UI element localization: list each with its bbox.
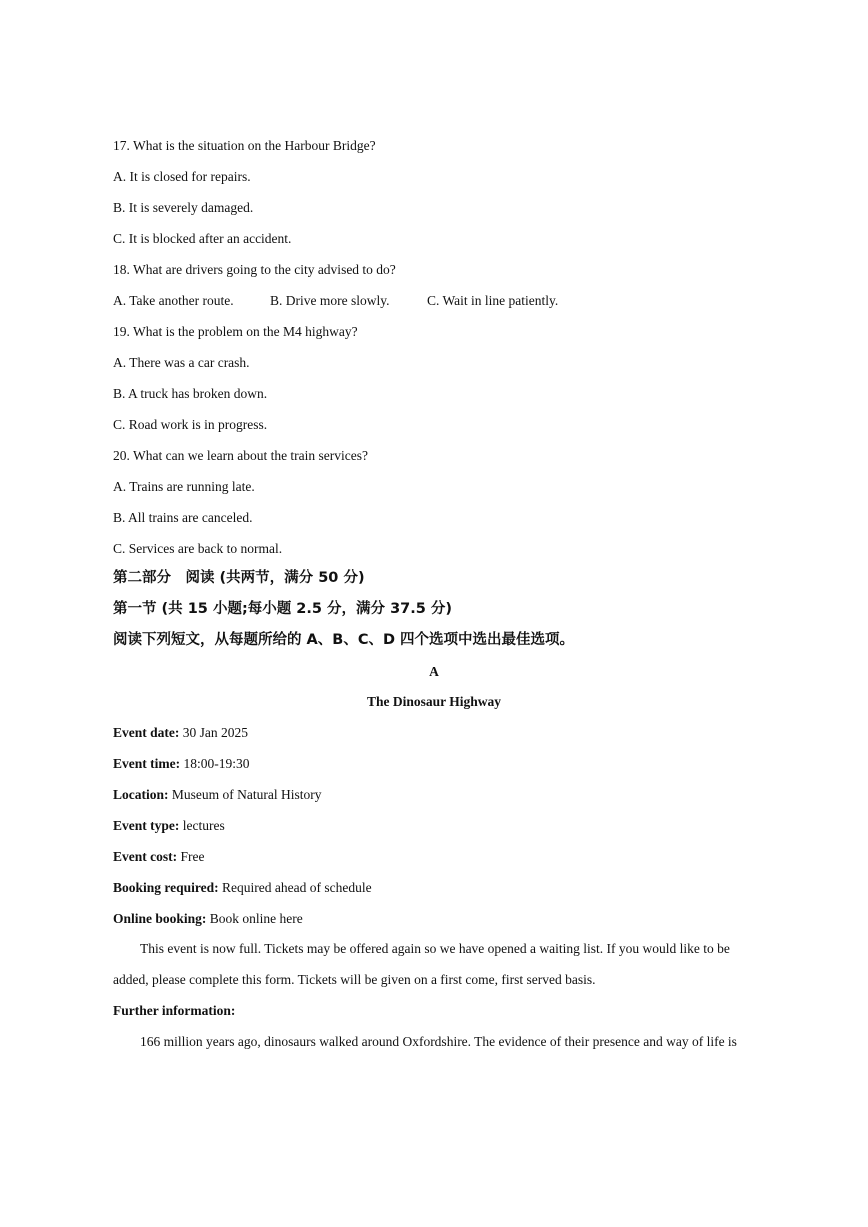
field-label: Location: [113, 787, 169, 802]
field-label: Event type: [113, 818, 180, 833]
passage-title: The Dinosaur Highway [366, 694, 502, 709]
question-20-stem: 20. What can we learn about the train services? [113, 448, 369, 463]
field-label: Booking required: [113, 880, 219, 895]
field-label: Event time: [113, 756, 181, 771]
passage-paragraph-2: 166 million years ago, dinosaurs walked around Oxfordshire. The evidence of their presence and way of life is [140, 1034, 737, 1049]
sub-heading: 第一节 (共 15 小题;每小题 2.5 分，满分 37.5 分) [113, 601, 453, 617]
field-value: Book online here [206, 911, 303, 926]
question-20-option-a: A. Trains are running late. [113, 479, 255, 494]
question-19-stem: 19. What is the problem on the M4 highway? [113, 324, 358, 339]
question-17-option-a: A. It is closed for repairs. [113, 169, 251, 184]
question-18-options [113, 292, 558, 310]
question-18-option-c: C. Wait in line patiently. [427, 293, 559, 308]
further-information-label: Further information: [113, 1003, 236, 1018]
event-date-row [113, 724, 248, 742]
question-19-option-b: B. A truck has broken down. [113, 386, 268, 401]
part-heading: 第二部分 阅读 (共两节，满分 50 分) [113, 570, 365, 586]
question-18-option-a: A. Take another route. [113, 293, 234, 308]
field-value: lectures [179, 818, 225, 833]
field-value: Museum of Natural History [168, 787, 322, 802]
location-row [113, 786, 321, 804]
question-20-option-b: B. All trains are canceled. [113, 510, 253, 525]
field-value: 18:00-19:30 [180, 756, 250, 771]
question-19-option-c: C. Road work is in progress. [113, 417, 268, 432]
instruction: 阅读下列短文，从每题所给的 A、B、C、D 四个选项中选出最佳选项。 [113, 632, 575, 648]
question-17-option-c: C. It is blocked after an accident. [113, 231, 292, 246]
field-label: Event cost: [113, 849, 178, 864]
booking-required-row [113, 879, 372, 897]
event-type-row [113, 817, 225, 835]
online-booking-row [113, 910, 303, 928]
field-label: Event date: [113, 725, 180, 740]
field-value: 30 Jan 2025 [179, 725, 248, 740]
question-17-stem: 17. What is the situation on the Harbour Bridge? [113, 138, 376, 153]
passage-paragraph-1: This event is now full. Tickets may be offered again so we have opened a waiting list. If you would like to be added, please complete this form. Tickets will be given on a first come, first served basis. [113, 941, 730, 987]
question-17-option-b: B. It is severely damaged. [113, 200, 254, 215]
field-label: Online booking: [113, 911, 207, 926]
field-value: Required ahead of schedule [218, 880, 372, 895]
event-time-row [113, 755, 249, 773]
field-value: Free [177, 849, 205, 864]
question-18-option-b: B. Drive more slowly. [270, 293, 390, 308]
event-cost-row [113, 848, 205, 866]
passage-letter: A [429, 664, 439, 679]
question-20-option-c: C. Services are back to normal. [113, 541, 283, 556]
question-19-option-a: A. There was a car crash. [113, 355, 250, 370]
question-18-stem: 18. What are drivers going to the city advised to do? [113, 262, 396, 277]
